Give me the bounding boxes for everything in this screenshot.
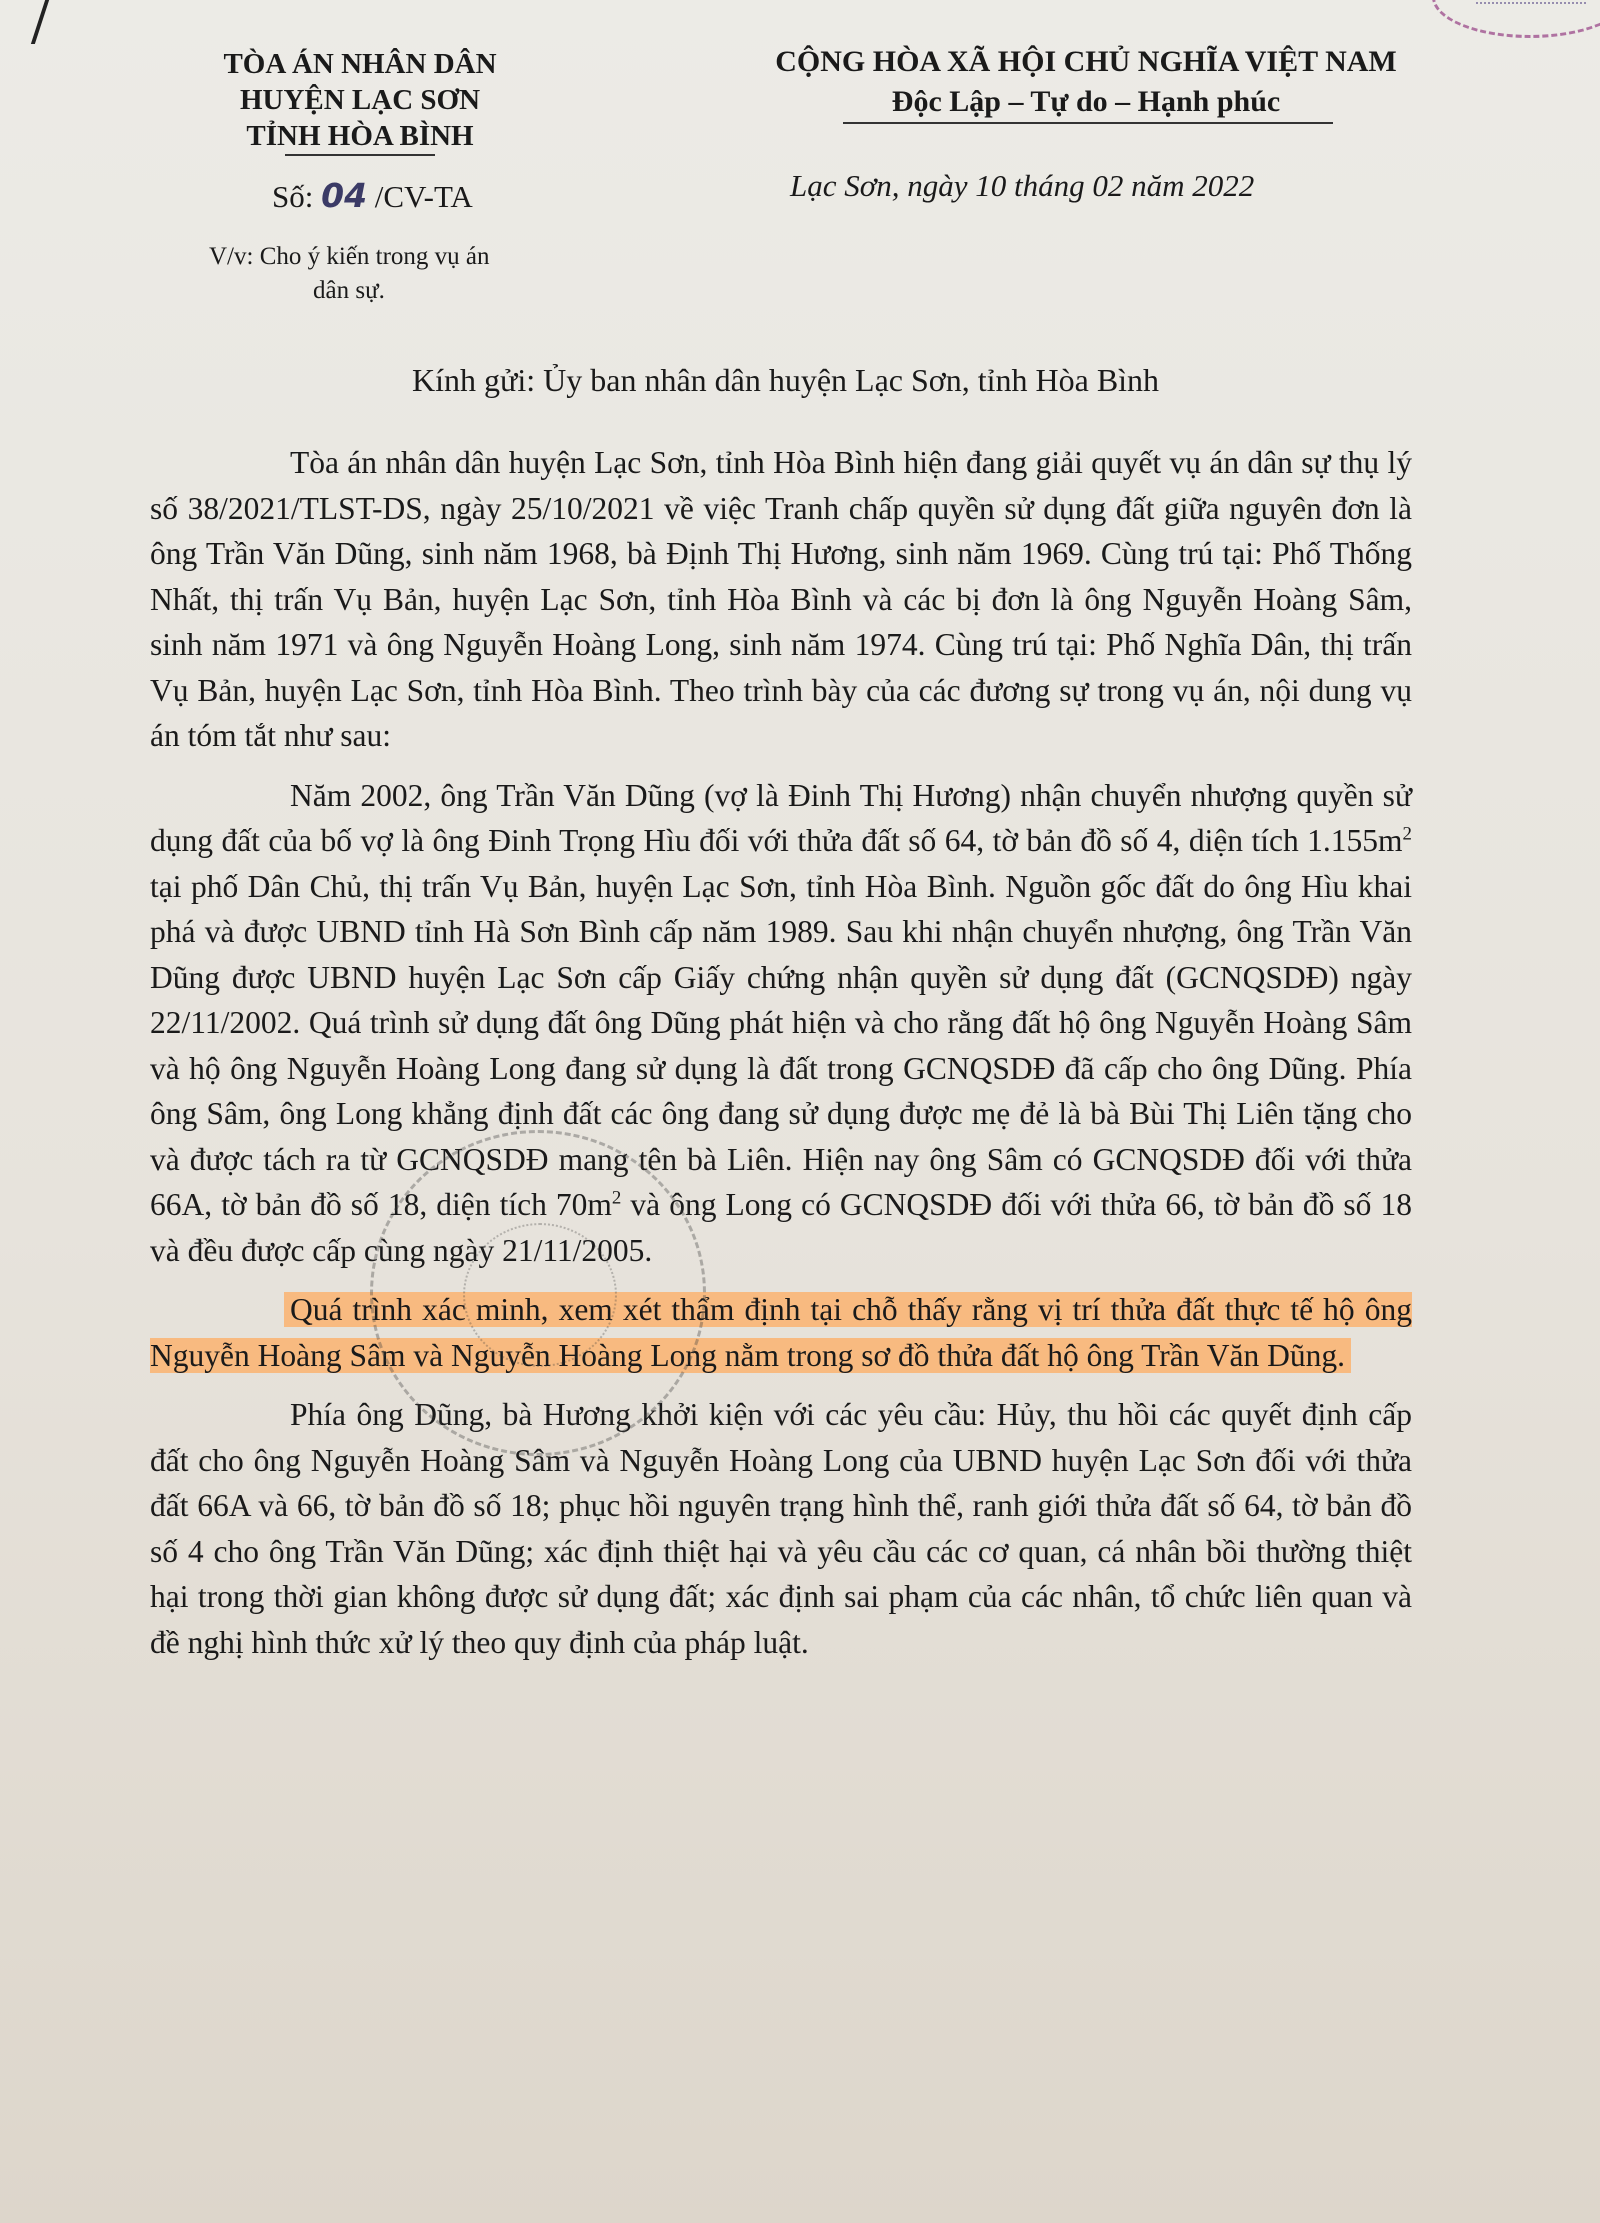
issuing-authority bbox=[170, 46, 550, 154]
national-heading bbox=[716, 42, 1456, 122]
superscript-2: 2 bbox=[1402, 823, 1412, 845]
court-name-line1: TÒA ÁN NHÂN DÂN bbox=[223, 48, 497, 80]
pen-mark bbox=[31, 0, 71, 44]
document-date: Lạc Sơn, ngày 10 tháng 02 năm 2022 bbox=[790, 168, 1255, 203]
superscript-2: 2 bbox=[611, 1187, 622, 1209]
number-handwritten: 04 bbox=[321, 176, 368, 215]
paragraph-3 bbox=[150, 1287, 1412, 1378]
paragraph-2-part-c: và ông Long có GCNQSDĐ đối với thửa 66, tờ bản đồ số 18 và đều được cấp cùng ngày 21/11/2005. bbox=[150, 1187, 1412, 1268]
paragraph-4: Phía ông Dũng, bà Hương khởi kiện với các yêu cầu: Hủy, thu hồi các quyết định cấp đất cho ông Nguyễn Hoàng Sâm và Nguyễn Hoàng Long của UBND huyện Lạc Sơn đối với thửa đất 66A và 66, tờ bản đồ số 18; phục hồi nguyên trạng hình thể, ranh giới thửa đất số 64, tờ bản đồ số 4 cho ông Trần Văn Dũng; xác định thiệt hại và yêu cầu các cơ quan, cá nhân bồi thường thiệt hại trong thời gian không được sử dụng đất; xác định sai phạm của các nhân, tổ chức liên quan và đề nghị hình thức xử lý theo quy định của pháp luật. bbox=[150, 1397, 1412, 1660]
number-prefix: Số: bbox=[272, 179, 322, 214]
corner-note bbox=[1476, 2, 1586, 26]
letter-body bbox=[150, 440, 1412, 1679]
motto-underline bbox=[843, 122, 1333, 124]
addressee: Kính gửi: Ủy ban nhân dân huyện Lạc Sơn, tỉnh Hòa Bình bbox=[412, 362, 1160, 398]
nation-title: CỘNG HÒA XÃ HỘI CHỦ NGHĨA VIỆT NAM bbox=[775, 45, 1397, 78]
authority-underline bbox=[285, 154, 435, 156]
paragraph-2-part-b: tại phố Dân Chủ, thị trấn Vụ Bản, huyện Lạc Sơn, tỉnh Hòa Bình. Nguồn gốc đất do ông Hìu khai phá và được UBND tỉnh Hà Sơn Bình cấp năm 1989. Sau khi nhận chuyển nhượng, ông Trần Văn Dũng được UBND huyện Lạc Sơn cấp Giấy chứng nhận quyền sử dụng đất (GCNQSDĐ) ngày 22/11/2002. Quá trình sử dụng đất ông Dũng phát hiện và cho rằng đất hộ ông Nguyễn Hoàng Sâm và hộ ông Nguyễn Hoàng Long đang sử dụng là đất trong GCNQSDĐ đã cấp cho ông Dũng. Phía ông Sâm, ông Long khẳng định đất các ông đang sử dụng được mẹ đẻ là bà Bùi Thị Liên tặng cho và được tách ra từ GCNQSDĐ mang tên bà Liên. Hiện nay ông Sâm có GCNQSDĐ đối với thửa 66A, tờ bản đồ số 18, diện tích 70m bbox=[150, 868, 1412, 1222]
paragraph-2 bbox=[150, 773, 1412, 1274]
highlighted-text: Quá trình xác minh, xem xét thẩm định tại chỗ thấy rằng vị trí thửa đất thực tế hộ ông Nguyễn Hoàng Sâm và Nguyễn Hoàng Long nằm trong sơ đồ thửa đất hộ ông Trần Văn Dũng. bbox=[150, 1292, 1412, 1373]
number-suffix: /CV-TA bbox=[367, 179, 473, 214]
subject-line2: dân sự. bbox=[313, 277, 385, 304]
nation-motto: Độc Lập – Tự do – Hạnh phúc bbox=[891, 85, 1281, 118]
document-number bbox=[272, 176, 473, 215]
subject-line1: V/v: Cho ý kiến trong vụ án bbox=[209, 243, 490, 270]
court-name-line2: HUYỆN LẠC SƠN bbox=[239, 84, 481, 116]
paragraph-1: Tòa án nhân dân huyện Lạc Sơn, tỉnh Hòa Bình hiện đang giải quyết vụ án dân sự thụ lý số 38/2021/TLST-DS, ngày 25/10/2021 về việc Tranh chấp quyền sử dụng đất giữa nguyên đơn là ông Trần Văn Dũng, sinh năm 1968, bà Định Thị Hương, sinh năm 1969. Cùng trú tại: Phố Thống Nhất, thị trấn Vụ Bản, huyện Lạc Sơn, tỉnh Hòa Bình và các bị đơn là ông Nguyễn Hoàng Sâm, sinh năm 1971 và ông Nguyễn Hoàng Long, sinh năm 1974. Cùng trú tại: Phố Nghĩa Dân, thị trấn Vụ Bản, huyện Lạc Sơn, tỉnh Hòa Bình. Theo trình bày của các đương sự trong vụ án, nội dung vụ án tóm tắt như sau: bbox=[150, 445, 1412, 753]
paragraph-2-part-a: Năm 2002, ông Trần Văn Dũng (vợ là Đinh Thị Hương) nhận chuyển nhượng quyền sử dụng đất của bố vợ là ông Đinh Trọng Hìu đối với thửa đất số 64, tờ bản đồ số 4, diện tích 1.155m bbox=[150, 777, 1412, 858]
subject bbox=[209, 240, 539, 308]
court-name-line3: TỈNH HÒA BÌNH bbox=[246, 120, 474, 152]
